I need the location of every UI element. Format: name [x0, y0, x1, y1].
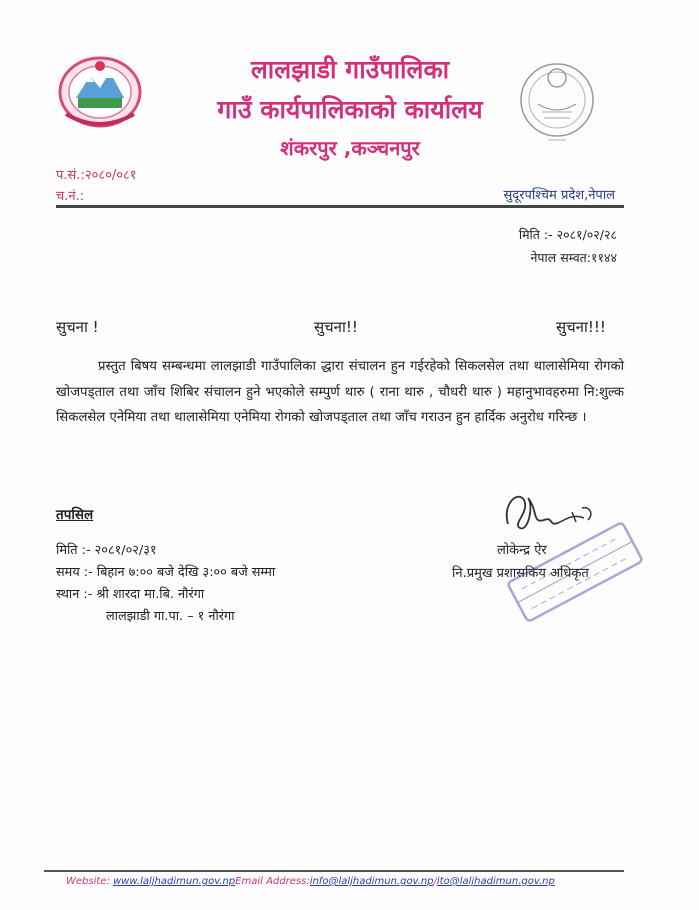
website-label: Website:: [66, 876, 113, 887]
header-divider: [56, 205, 624, 208]
email-label: Email Address:: [235, 876, 310, 887]
signatory-name: लोकेन्द्र ऐर: [497, 543, 547, 558]
event-time: समय :- बिहान ७:०० बजे देखि ३:०० बजे सम्मा: [56, 565, 276, 580]
event-date: मिति :- २०८१/०२/३१: [56, 543, 157, 558]
details-heading: तपसिल: [56, 507, 94, 523]
notice-heading-3: सुचना!!!: [556, 318, 606, 336]
website-link[interactable]: www.laljhadimun.gov.np: [113, 876, 236, 887]
email-link-ito[interactable]: ito@laljhadimun.gov.np: [436, 876, 555, 887]
event-place-address: लालझाडी गा.पा. – १ नौरंगा: [106, 609, 235, 624]
signatory-title: नि.प्रमुख प्रशासकिय अधिकृत: [452, 566, 589, 581]
dispatch-number: च.नं.:: [56, 189, 85, 204]
province-label: सुदूरपश्चिम प्रदेश,नेपाल: [503, 188, 615, 203]
event-place: स्थान :- श्री शारदा मा.बि. नौरंगा: [56, 587, 205, 602]
office-name: गाउँ कार्यपालिकाको कार्यालय: [217, 95, 483, 124]
reference-number: प.सं.:२०८०/०८१: [56, 168, 137, 183]
nepal-sambat-date: नेपाल सम्वत:११४४: [530, 250, 617, 265]
nepal-emblem-icon: [56, 52, 144, 130]
office-seal-icon: [514, 58, 600, 148]
issue-date: मिति :- २०८१/०२/२८: [518, 227, 617, 242]
notice-heading-1: सुचना !: [56, 318, 99, 336]
office-address: शंकरपुर ,कञ्चनपुर: [280, 136, 420, 160]
municipality-name: लालझाडी गाउँपालिका: [250, 55, 450, 84]
email-link-info[interactable]: info@laljhadimun.gov.np: [309, 876, 434, 887]
email-separator: /: [433, 876, 437, 887]
notice-body: प्रस्तुत बिषय सम्बन्धमा लालझाडी गाउँपालिका द्धारा संचालन हुन गईरहेको सिकलसेल तथा थालासेमिया रोगको खोजपड्ताल तथा जाँच शिबिर संचालन हुने भएकोले सम्पुर्ण थारु ( राना थारु , चौधरी थारु ) महानुभावहरुमा नि:शुल्क सिकलसेल एनेमिया तथा थालासेमिया एनेमिया रोगको खोजपड्ताल तथा जाँच गराउन हुन हार्दिक अनुरोध गरिन्छ ।: [56, 359, 624, 425]
footer-contact: [66, 876, 555, 887]
footer-divider: [44, 870, 624, 872]
notice-heading-2: सुचना!!: [314, 318, 358, 336]
